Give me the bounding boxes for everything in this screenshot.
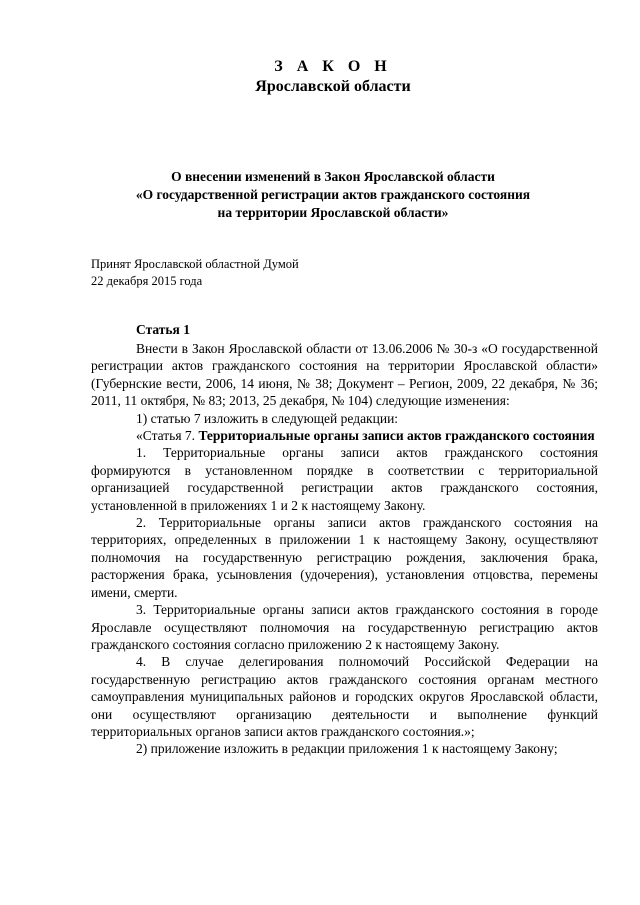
subject-line: «О государственной регистрации актов гражданского состояния (135, 187, 531, 202)
law-region: Ярославской области (255, 78, 411, 95)
article-intro: Внести в Закон Ярославской области от 13.06.2006 № 30-з «О государственной регистрации актов гражданского состояния на территории Ярославской области» (Губернские вести, 2006, 14 июня, № 38; Документ – Регион, 2009, 22 декабря, № 36; 2011, 11 октября, № 83; 2013, 25 декабря, № 104) следующие изменения: (91, 341, 598, 409)
subject-line: О внесении изменений в Закон Ярославской области (171, 169, 495, 184)
quoted-article-heading (91, 427, 598, 444)
paragraph-1: 1. Территориальные органы записи актов гражданского состояния формируются в установленном порядке в соответствии с территориальной организацией государственной регистрации актов гражданского состояния, установленной в приложениях 1 и 2 к настоящему Закону. (91, 445, 598, 513)
paragraph-3: 3. Территориальные органы записи актов гражданского состояния в городе Ярославле осуществляют полномочия на государственную регистрацию актов гражданского состояния согласно приложению 2 к настоящему Закону. (91, 602, 598, 652)
paragraph-2: 2. Территориальные органы записи актов гражданского состояния на территориях, определенных в приложении 1 к настоящему Закону, осуществляют полномочия на государственную регистрацию рождения, заключения брака, расторжения брака, усыновления (удочерения), установления отцовства, перемены имени, смерти. (91, 515, 598, 600)
subject-line: на территории Ярославской области» (217, 205, 449, 220)
quoted-article-prefix: «Статья 7. (136, 428, 199, 444)
article-heading: Статья 1 (136, 322, 190, 337)
change-item-1: 1) статью 7 изложить в следующей редакции: (136, 410, 399, 426)
article-body (91, 340, 598, 758)
quoted-article-title: Территориальные органы записи актов гражданского состояния (198, 428, 595, 444)
change-item-2: 2) приложение изложить в редакции приложения 1 к настоящему Закону; (136, 741, 558, 757)
paragraph-4: 4. В случае делегирования полномочий Российской Федерации на государственную регистрацию актов гражданского состояния органам местного самоуправления муниципальных районов и городских округов Ярославской области, они осуществляют организацию деятельности и выполнение функций территориальных органов записи актов гражданского состояния.»; (91, 654, 598, 739)
law-subject (0, 168, 640, 222)
adoption-body: Принят Ярославской областной Думой (91, 257, 299, 271)
adoption-date: 22 декабря 2015 года (91, 274, 203, 288)
law-title: З А К О Н (274, 58, 392, 75)
adoption-info (91, 256, 299, 290)
